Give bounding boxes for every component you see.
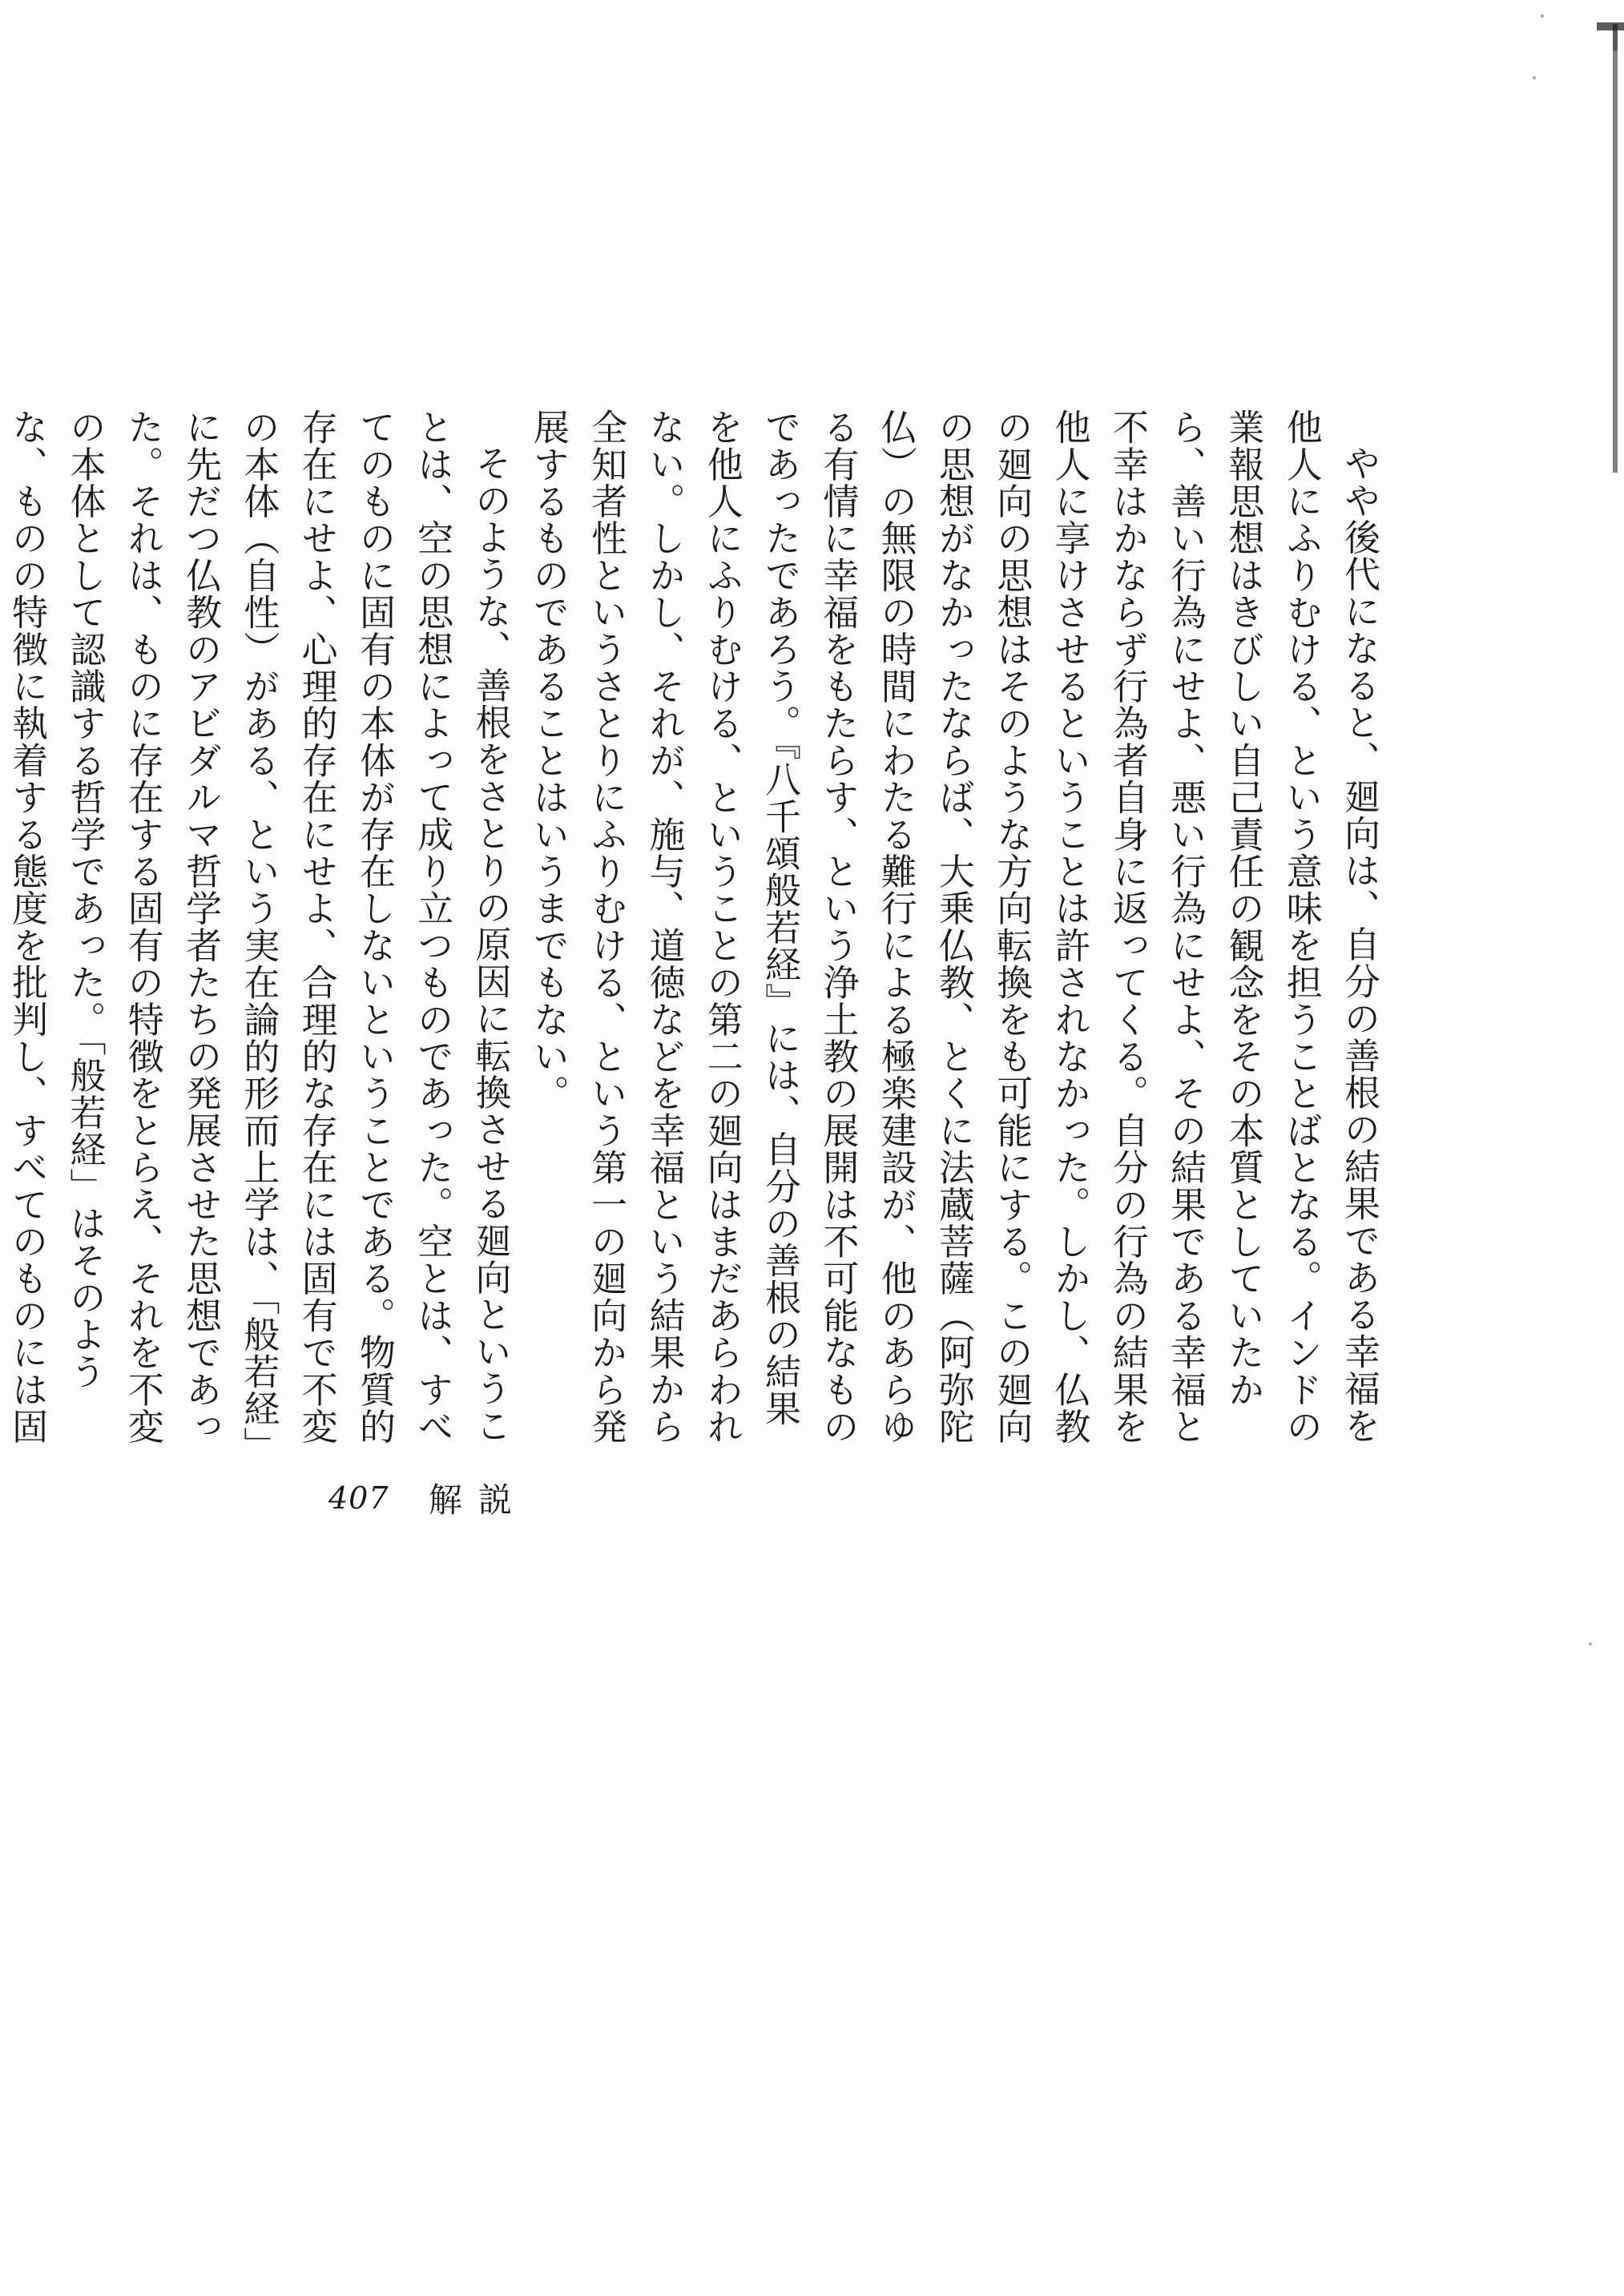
scan-speck — [1533, 76, 1536, 79]
body-text-vertical — [6, 409, 1388, 1458]
scan-speck — [1589, 1642, 1592, 1645]
binding-edge-mark — [1613, 24, 1618, 473]
page-number: 407 — [328, 1480, 389, 1516]
binding-edge-mark-top — [1597, 22, 1624, 30]
running-section-title: 解説 — [429, 1480, 529, 1520]
paragraph-2: そのような、善根をさとりの原因に転換させる廻向ということは、空の思想によって成り立つものであった。空とは、すべてのものに固有の本体が存在しないということである。物質的存在にせよ、心理的存在にせよ、合理的な存在には固有で不変の本体（自性）がある、という実在論的形而上学は、「般若経」に先だつ仏教のアビダルマ哲学者たちの発展させた思想であった。それは、ものに存在する固有の特徴をとらえ、それを不変の本体として認識する哲学であった。「般若経」はそのような、ものの特徴に執着する態度を批判し、すべてのものには固 — [6, 409, 512, 1446]
scan-speck — [1541, 14, 1544, 18]
paragraph-1: やや後代になると、廻向は、自分の善根の結果である幸福を他人にふりむける、という意味を担うことばとなる。インドの業報思想はきびしい自己責任の観念をその本質としていたから、善い行為にせよ、悪い行為にせよ、その結果である幸福と不幸はかならず行為者自身に返ってくる。自分の行為の結果を他人に享けさせるということは許されなかった。しかし、仏教の廻向の思想はそのような方向転換をも可能にする。この廻向の思想がなかったならば、大乗仏教、とくに法蔵菩薩（阿弥陀仏）の無限の時間にわたる難行による極楽建設が、他のあらゆる有情に幸福をもたらす、という浄土教の展開は不可能なものであったであろう。『八千頌般若経』には、自分の善根の結果を他人にふりむける、ということの第二の廻向はまだあらわれない。しかし、それが、施与、道徳などを幸福という結果から全知者性というさとりにふりむける、という第一の廻向から発展するものであることはいうまでもない。 — [526, 409, 1380, 1445]
